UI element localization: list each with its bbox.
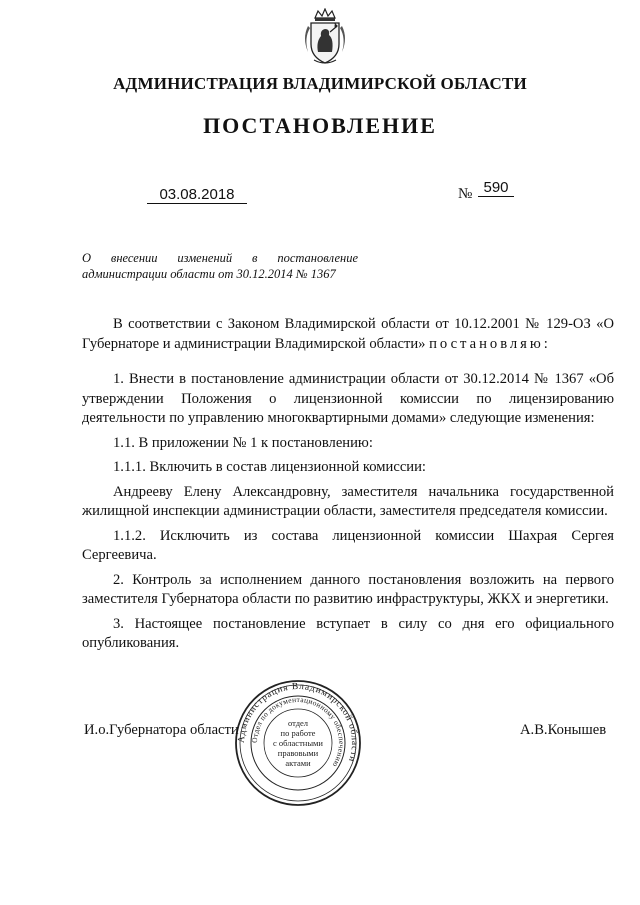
paragraph-1-1-2: 1.1.2. Исключить из состава лицензионной комиссии Шахрая Сергея Сергеевича. (82, 527, 614, 563)
document-number: 590 (478, 180, 514, 197)
paragraph-1: 1. Внести в постановление администрации области от 30.12.2014 № 1367 «Об утверждении Положения о лицензионной комиссии по лицензированию деятельности по управлению многоквартирными домами» следующие изменения: (82, 371, 614, 426)
document-subject (82, 250, 358, 282)
stamp-center-line: с областными (273, 738, 323, 748)
decree-word: постановляю: (429, 335, 551, 352)
stamp-center-line: правовыми (277, 748, 319, 758)
stamp-center-line: актами (285, 758, 311, 768)
document-date: 03.08.2018 (147, 187, 247, 204)
paragraph-3: 3. Настоящее постановление вступает в силу со дня его официального опубликования. (82, 615, 614, 651)
stamp-inner-text: Отдел по документационному обеспечению (249, 694, 347, 769)
subject-line-1: О внесении изменений в постановление (82, 251, 358, 265)
document-type-heading: ПОСТАНОВЛЕНИЕ (203, 113, 437, 138)
number-label: № (458, 186, 473, 202)
signatory-name: А.В.Конышев (520, 722, 607, 738)
preamble-paragraph (82, 315, 614, 354)
preamble-text: В соответствии с Законом Владимирской области от 10.12.2001 № 129-ОЗ «О Губернаторе и администрации Владимирской области» (82, 316, 614, 352)
stamp-center-line: отдел (287, 718, 309, 728)
stamp-center-text (270, 718, 326, 768)
paragraph-1-1-1-text: Андрееву Елену Александровну, заместителя начальника государственной жилищной инспекции администрации области, заместителя председателя комиссии. (82, 483, 614, 519)
organization-title: АДМИНИСТРАЦИЯ ВЛАДИМИРСКОЙ ОБЛАСТИ (113, 74, 527, 93)
signatory-position: И.о.Губернатора области (84, 722, 239, 738)
paragraph-2: 2. Контроль за исполнением данного постановления возложить на первого заместителя Губернатора области по развитию инфраструктуры, ЖКХ и энергетики. (82, 571, 614, 607)
paragraph-1-1-1: 1.1.1. Включить в состав лицензионной комиссии: (113, 459, 426, 475)
paragraph-1-1: 1.1. В приложении № 1 к постановлению: (113, 434, 373, 451)
document-body (82, 315, 614, 654)
stamp-ring-text: Администрация Владимирской области (236, 681, 360, 764)
vladimir-coat-of-arms-icon (300, 8, 350, 66)
subject-line-2: администрации области от 30.12.2014 № 1367 (82, 267, 336, 281)
stamp-center-line: по работе (280, 728, 316, 738)
